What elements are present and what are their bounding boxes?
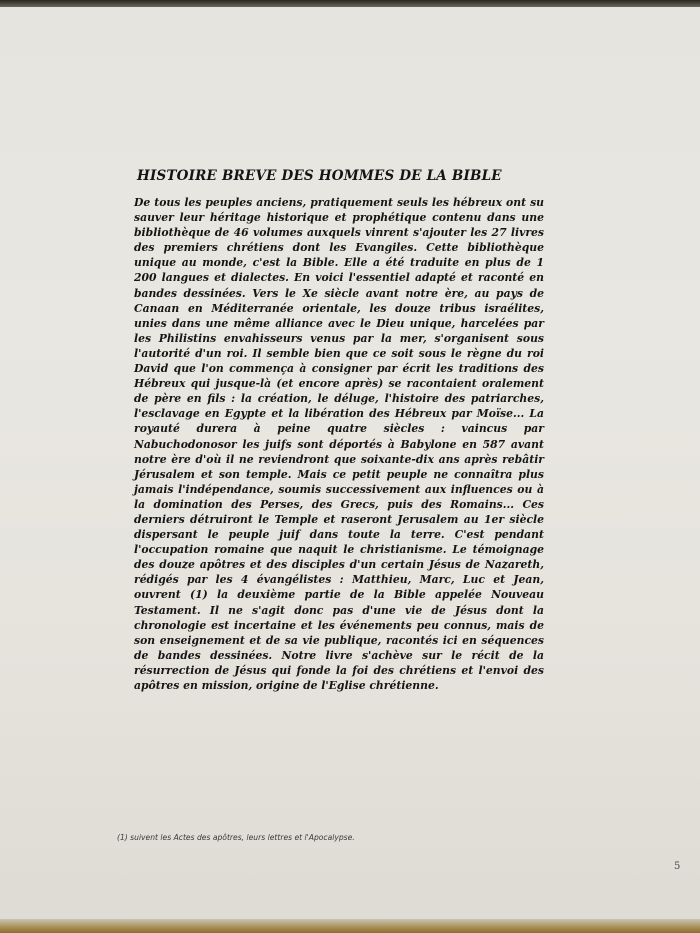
body-paragraph: De tous les peuples anciens, pratiquement seuls les hébreux ont su sauver leur héritage historique et prophétique contenu dans une bibliothèque de 46 volumes auxquels vinrent s'ajouter les 27 livres des premiers chrétiens dont les Evangiles. Cette bibliothèque unique au monde, c'est la Bible. Elle a été traduite en plus de 1 200 langues et dialectes. En voici l'essentiel adapté et raconté en bandes dessinées. Vers le Xe siècle avant notre ère, au pays de Canaan en Méditerranée orientale, les douze tribus israélites, unies dans une même alliance avec le Dieu unique, harcelées par les Philistins envahisseurs venus par la mer, s'organisent sous l'autorité d'un roi. Il semble bien que ce soit sous le règne du roi David que l'on commença à consigner par écrit les traditions des Hébreux qui jusque-là (et encore après) se racontaient oralement de père en fils : la création, le déluge, l'histoire des patriarches, l'esclavage en Egypte et la libération des Hébreux par Moïse... La royauté durera à peine quatre siècles : vaincus par Nabuchodonosor les juifs sont déportés à Babylone en 587 avant notre ère d'où il ne reviendront que soixante-dix ans après rebâtir Jérusalem et son temple. Mais ce petit peuple ne connaîtra plus jamais l'indépendance, soumis successivement aux influences ou à la domination des Perses, des Grecs, puis des Romains... Ces derniers détruiront le Temple et raseront Jerusalem au 1er siècle dispersant le peuple juif dans toute la terre. C'est pendant l'occupation romaine que naquit le christianisme. Le témoignage des douze apôtres et des disciples d'un certain Jésus de Nazareth, rédigés par les 4 évangélistes : Matthieu, Marc, Luc et Jean, ouvrent (1) la deuxième partie de la Bible appelée Nouveau Testament. Il ne s'agit donc pas d'une vie de Jésus dont la chronologie est incertaine et les événements peu connus, mais de son enseignement et de sa vie publique, racontés ici en séquences de bandes dessinées. Notre livre s'achève sur le récit de la résurrection de Jésus qui fonde la foi des chrétiens et l'envoi des apôtres en mission, origine de l'Eglise chrétienne. [134, 196, 544, 692]
footnote: (1) suivent les Actes des apôtres, leurs lettres et l'Apocalypse. [117, 833, 355, 842]
page-bottom-edge [0, 919, 700, 933]
page-number: 5 [674, 861, 681, 872]
page-top-edge [0, 0, 700, 7]
page-title: HISTOIRE BREVE DES HOMMES DE LA BIBLE [137, 168, 502, 184]
